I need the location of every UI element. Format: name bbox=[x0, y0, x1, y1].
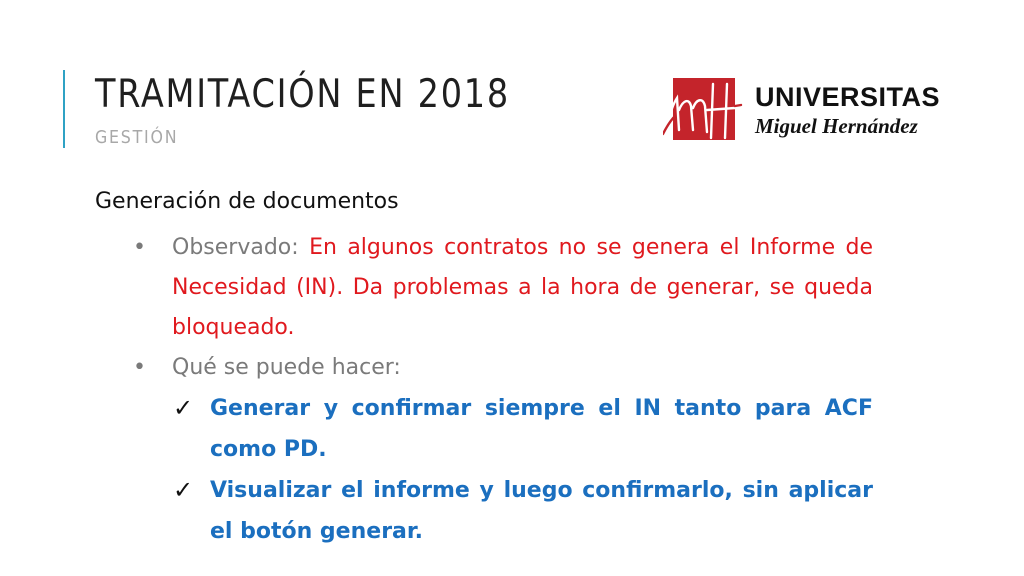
check-item-text: Visualizar el informe y luego confirmarlo, sin aplicar el botón generar. bbox=[210, 478, 873, 544]
university-logo bbox=[663, 76, 943, 152]
check-item-text: Generar y confirmar siempre el IN tanto para ACF como PD. bbox=[210, 396, 873, 462]
slide-subtitle: GESTIÓN bbox=[95, 127, 179, 148]
slide-title: TRAMITACIÓN EN 2018 bbox=[95, 72, 510, 117]
checkmark-icon: ✓ bbox=[173, 394, 194, 422]
bullet-actions bbox=[95, 348, 873, 388]
check-item-generate bbox=[95, 388, 873, 470]
logo-mark-icon bbox=[663, 76, 743, 146]
bullet-observed-label: Observado: bbox=[172, 235, 299, 260]
bullet-icon: • bbox=[133, 355, 146, 380]
bullet-observed bbox=[95, 228, 873, 348]
bullet-observed-text: En algunos contratos no se genera el Informe de Necesidad (IN). Da problemas a la hora de generar, se queda bloqueado. bbox=[172, 235, 873, 340]
slide-body bbox=[95, 184, 873, 552]
title-accent-bar bbox=[63, 70, 65, 148]
bullet-icon: • bbox=[133, 235, 146, 260]
checkmark-icon: ✓ bbox=[173, 476, 194, 504]
logo-name: UNIVERSITAS bbox=[755, 82, 941, 112]
logo-subname: Miguel Hernández bbox=[755, 114, 918, 138]
bullet-actions-label: Qué se puede hacer: bbox=[172, 355, 401, 380]
check-item-visualize bbox=[95, 470, 873, 552]
section-heading: Generación de documentos bbox=[95, 189, 399, 214]
